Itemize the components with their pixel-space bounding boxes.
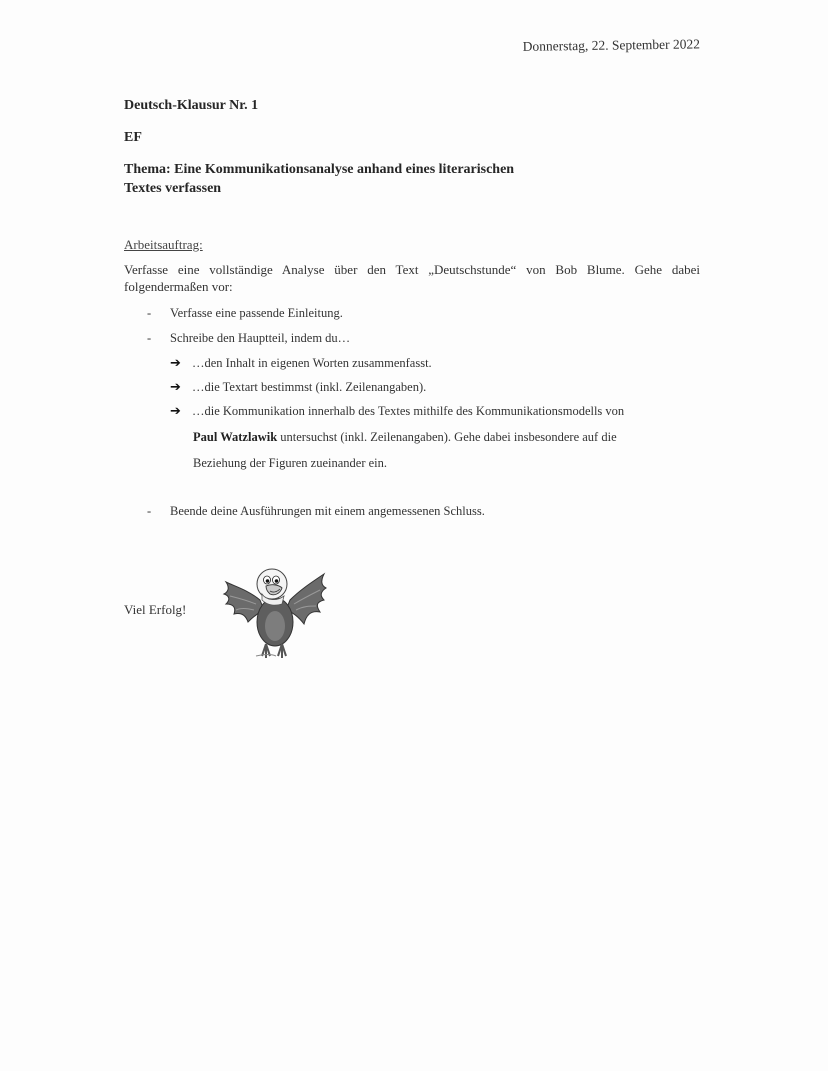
arrow-icon: ➔ bbox=[170, 380, 181, 395]
course-label: EF bbox=[124, 130, 142, 145]
arrow-icon: ➔ bbox=[170, 404, 181, 419]
topic-line-2: Textes verfassen bbox=[124, 181, 222, 196]
eagle-mascot-icon bbox=[220, 560, 330, 666]
list-item bbox=[147, 306, 343, 321]
list-item bbox=[147, 331, 350, 346]
list-item-text: Beende deine Ausführungen mit einem angemessenen Schluss. bbox=[170, 504, 485, 518]
dash-bullet: - bbox=[147, 306, 152, 320]
dash-bullet: - bbox=[147, 504, 152, 518]
closing-text: Viel Erfolg! bbox=[124, 602, 187, 617]
date: Donnerstag, 22. September 2022 bbox=[522, 36, 701, 54]
exam-title: Deutsch-Klausur Nr. 1 bbox=[124, 98, 259, 113]
dash-bullet: - bbox=[147, 331, 152, 345]
sub-list-item-text: …die Textart bestimmst (inkl. Zeilenangaben). bbox=[192, 380, 427, 394]
author-name: Paul Watzlawik bbox=[193, 430, 278, 444]
sub-list-item bbox=[170, 398, 700, 425]
sub-list-item-continuation: Beziehung der Figuren zueinander ein. bbox=[193, 456, 388, 470]
sub-list-item-text: untersuchst (inkl. Zeilenangaben). Gehe dabei insbesondere auf die bbox=[277, 430, 617, 444]
sub-list-item-continuation bbox=[193, 430, 617, 445]
arrow-icon: ➔ bbox=[170, 356, 181, 371]
sub-list-item bbox=[170, 374, 700, 401]
topic bbox=[124, 160, 584, 198]
sub-list-item bbox=[170, 350, 700, 377]
topic-line-1: Thema: Eine Kommunikationsanalyse anhand eines literarischen bbox=[124, 162, 515, 177]
sub-list-item-text: …den Inhalt in eigenen Worten zusammenfasst. bbox=[192, 356, 432, 370]
sub-list-item-text: …die Kommunikation innerhalb des Textes mithilfe des Kommunikationsmodells von bbox=[192, 404, 625, 418]
list-item-text: Schreibe den Hauptteil, indem du… bbox=[170, 331, 351, 345]
list-item-text: Verfasse eine passende Einleitung. bbox=[170, 306, 343, 320]
list-item bbox=[147, 504, 485, 519]
task-label: Arbeitsauftrag: bbox=[124, 237, 203, 252]
task-intro: Verfasse eine vollständige Analyse über den Text „Deutschstunde“ von Bob Blume. Gehe dabei folgendermaßen vor: bbox=[124, 262, 700, 294]
